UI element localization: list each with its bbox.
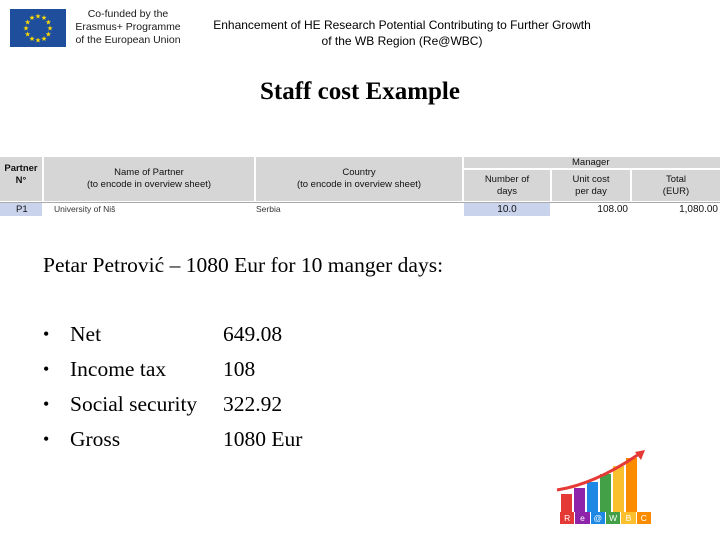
header-partner-name-line-1: Name of Partner [114,167,184,178]
header-total-line-1: Total [665,174,687,185]
bullet: • [43,359,50,379]
eu-star-icon: ★ [45,30,52,39]
eu-flag-icon [10,9,66,47]
eu-star-icon: ★ [34,12,42,21]
cost-value: 649.08 [223,322,283,346]
project-header-line-2: of the WB Region (Re@WBC) [321,34,483,48]
cell-number-of-days: 10.0 [464,203,550,216]
rewbc-letter: e [575,512,589,524]
project-header-line-1: Enhancement of HE Research Potential Contributing to Further Growth [213,18,591,32]
header-partner-line-1: Partner [4,163,38,174]
eu-star-icon: ★ [24,30,31,39]
rewbc-bars-icon [555,450,655,512]
eu-erasmus-logo [10,8,182,48]
cost-label: Social security [70,392,198,416]
cost-value: 322.92 [223,392,283,416]
header-unit-cost-line-1: Unit cost [572,174,610,185]
eu-star-icon: ★ [40,14,48,23]
eu-star-icon: ★ [40,34,48,43]
header-partner-name [44,157,254,201]
header-days-line-1: Number of [484,174,530,185]
eu-star-icon: ★ [22,24,30,33]
header-partner-line-2: N° [15,175,27,186]
eu-logo-line-2: Erasmus+ Programme [75,21,181,33]
cost-label: Gross [70,427,121,451]
staff-cost-table [0,157,720,216]
rewbc-letter: C [637,512,651,524]
eu-logo-line-1: Co-funded by the [87,8,169,20]
cell-total: 1,080.00 [679,204,718,215]
eu-star-icon: ★ [28,14,36,23]
header-days-line-2: days [496,186,518,197]
rewbc-letter: R [560,512,574,524]
eu-star-icon: ★ [46,24,54,33]
rewbc-letter: W [606,512,620,524]
eu-star-icon: ★ [24,18,31,27]
header-total-line-2: (EUR) [662,186,690,197]
header-partner-name-line-2: (to encode in overview sheet) [86,179,212,190]
header-total [632,170,720,201]
eu-logo-line-3: of the European Union [75,34,181,46]
header-country-line-1: Country [342,167,376,178]
cell-partner-name: University of Niš [54,204,116,214]
header-country-line-2: (to encode in overview sheet) [296,179,422,190]
bullet: • [43,429,50,449]
eu-logo-text [72,8,184,47]
cost-value: 108 [223,357,256,381]
header-unit-cost [552,170,630,201]
rewbc-letter: @ [591,512,605,524]
header-country [256,157,462,201]
header-number-of-days [464,170,550,201]
bullet: • [43,394,50,414]
cost-label: Net [70,322,102,346]
cell-partner: P1 [0,203,42,216]
eu-star-icon: ★ [28,34,36,43]
cost-summary: Petar Petrović – 1080 Eur for 10 manger days: [43,253,444,277]
rewbc-wordmark [560,512,652,524]
slide-title: Staff cost Example [260,78,460,105]
cell-unit-cost: 108.00 [597,204,628,215]
bullet: • [43,324,50,344]
cost-value: 1080 Eur [223,427,303,451]
rewbc-letter: B [621,512,635,524]
eu-star-icon: ★ [34,36,42,45]
cost-label: Income tax [70,357,167,381]
cell-country: Serbia [256,204,281,214]
rewbc-logo [555,450,655,526]
header-unit-cost-line-2: per day [575,186,607,197]
header-partner [0,157,42,201]
project-header [192,17,612,49]
eu-star-icon: ★ [45,18,52,27]
header-manager-group: Manager [464,157,720,168]
